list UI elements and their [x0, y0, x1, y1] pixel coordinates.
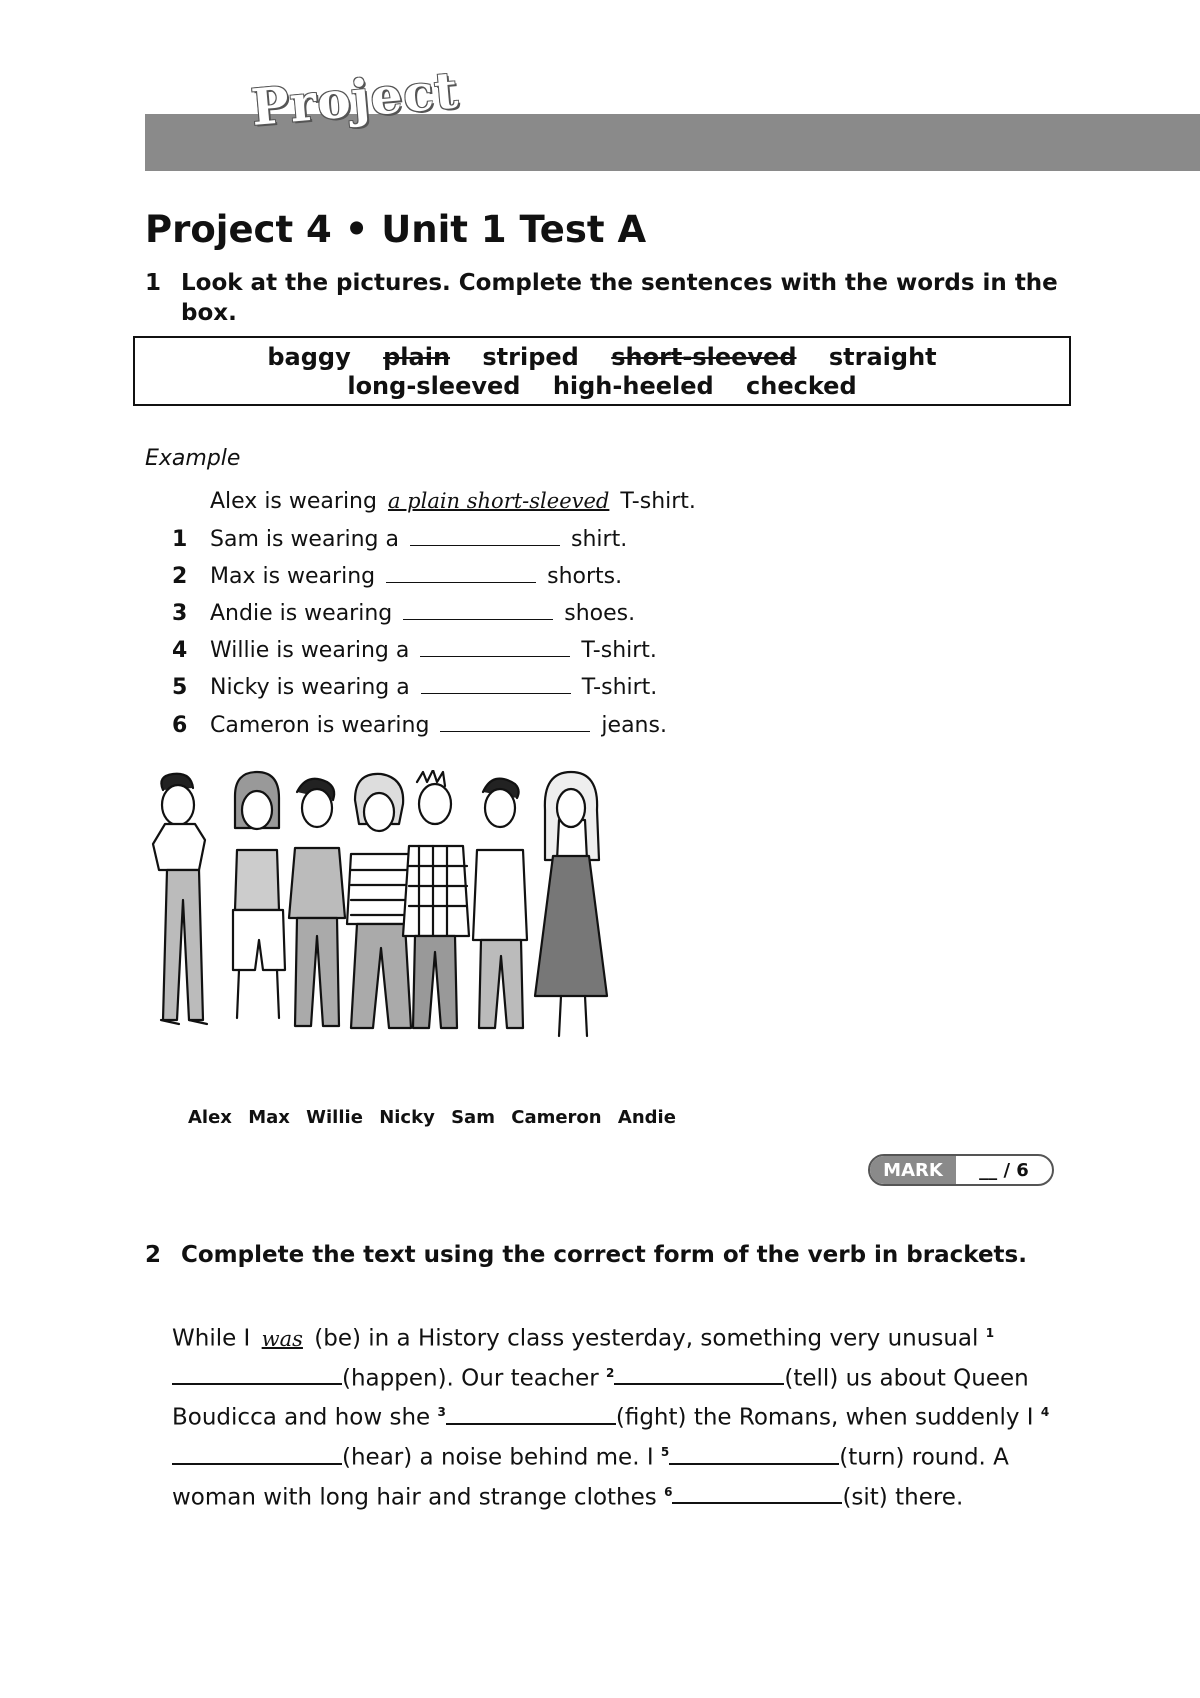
mark-badge: [868, 1154, 1054, 1186]
name-cameron: Cameron: [511, 1107, 602, 1128]
answer-blank[interactable]: [410, 525, 560, 546]
verb-hint: (fight): [615, 1404, 687, 1431]
verb-hint: (turn): [839, 1444, 905, 1471]
text-segment: us about Queen Boudicca and how she: [172, 1365, 1029, 1431]
gap-fill-text: [172, 1316, 1072, 1514]
sentence-3: [172, 599, 635, 629]
gap-number: 6: [664, 1484, 673, 1499]
sentence-5: [172, 673, 657, 703]
exercise-2-instruction: [145, 1240, 1061, 1270]
answer-blank[interactable]: [420, 636, 570, 657]
mark-score[interactable]: __ / 6: [979, 1159, 1029, 1181]
sentence-after: T-shirt.: [581, 675, 658, 700]
example-before: Alex is wearing: [210, 489, 377, 514]
sentence-after: shorts.: [547, 564, 623, 589]
sentence-after: jeans.: [601, 713, 667, 738]
verb-hint: (happen): [342, 1365, 447, 1392]
name-sam: Sam: [451, 1107, 495, 1128]
text-segment: round. A woman with long hair and strange clothes: [172, 1444, 1009, 1511]
answer-blank[interactable]: [386, 562, 536, 583]
sentence-6: [172, 711, 667, 741]
sentence-after: T-shirt.: [581, 638, 657, 663]
text-segment: the Romans, when suddenly I: [693, 1404, 1034, 1431]
gap-number: 5: [660, 1444, 670, 1459]
gap-number: 4: [1040, 1405, 1050, 1420]
name-alex: Alex: [188, 1107, 232, 1128]
example-answer: a plain short-sleeved: [387, 489, 610, 513]
gap-blank-1[interactable]: [172, 1363, 342, 1385]
verb-hint: (be): [314, 1325, 361, 1352]
figure-alex: [153, 774, 207, 1024]
verb-hint: (hear): [342, 1444, 413, 1471]
gap-number: 1: [985, 1326, 995, 1340]
text-segment: . Our teacher: [446, 1365, 599, 1392]
sentence-after: shoes.: [564, 601, 636, 626]
figure-nicky: [347, 774, 413, 1028]
gap-blank-4[interactable]: [172, 1443, 342, 1465]
sentence-number: 5: [172, 675, 188, 700]
sentence-2: [172, 562, 622, 592]
name-nicky: Nicky: [379, 1107, 435, 1128]
example-sentence: [172, 486, 696, 517]
verb-hint: (tell): [784, 1365, 839, 1392]
figure-willie: [289, 779, 345, 1026]
sentence-number: 3: [172, 601, 188, 626]
verb-hint: (sit): [842, 1484, 888, 1511]
name-max: Max: [248, 1107, 290, 1128]
mark-label: MARK: [870, 1156, 956, 1184]
example-label: Example: [145, 446, 241, 471]
figure-sam: [403, 770, 469, 1028]
gap-number: 2: [606, 1365, 615, 1380]
gap-blank-2[interactable]: [614, 1363, 784, 1385]
sentence-before: Cameron is wearing: [210, 713, 430, 738]
name-willie: Willie: [306, 1107, 363, 1128]
sentence-before: Nicky is wearing a: [210, 675, 410, 700]
sentence-1: [172, 525, 627, 555]
sentence-before: Max is wearing: [210, 564, 376, 589]
figure-andie: [535, 772, 607, 1036]
project-logo: Project: [248, 60, 461, 137]
answer-blank[interactable]: [440, 711, 590, 732]
word-short-sleeved: short-sleeved: [611, 343, 797, 371]
exercise-number: 1: [145, 270, 162, 296]
exercise-1-instruction: [145, 268, 1061, 328]
gap-blank-5[interactable]: [669, 1443, 839, 1465]
gap-number: 3: [437, 1405, 446, 1420]
figure-name-labels: [188, 1107, 686, 1128]
people-illustration: [145, 770, 665, 1125]
word-baggy: baggy: [267, 343, 351, 371]
word-box-line-1: [135, 343, 1069, 372]
sentence-4: [172, 636, 657, 666]
word-box: [133, 336, 1071, 406]
word-box-line-2: [135, 372, 1069, 401]
page-title: Project 4 • Unit 1 Test A: [145, 208, 647, 251]
word-high-heeled: high-heeled: [552, 372, 714, 400]
sentence-number: 6: [172, 713, 188, 738]
sentence-number: 1: [172, 527, 188, 552]
example-answer: was: [261, 1326, 303, 1351]
sentence-before: Sam is wearing a: [210, 527, 399, 552]
figure-cameron: [473, 779, 527, 1028]
answer-blank[interactable]: [403, 599, 553, 620]
gap-blank-3[interactable]: [446, 1403, 616, 1425]
sentence-number: 2: [172, 564, 188, 589]
word-checked: checked: [746, 372, 857, 400]
exercise-number: 2: [145, 1242, 162, 1268]
word-striped: striped: [482, 343, 579, 371]
word-plain: plain: [383, 343, 451, 371]
text-segment: in a History class yesterday, something very unusual: [368, 1325, 979, 1352]
figure-max: [233, 772, 285, 1018]
sentence-before: Andie is wearing: [210, 601, 393, 626]
sentence-before: Willie is wearing a: [210, 638, 410, 663]
word-long-sleeved: long-sleeved: [347, 372, 521, 400]
word-straight: straight: [828, 343, 937, 371]
sentence-number: 4: [172, 638, 188, 663]
text-segment: there.: [895, 1484, 964, 1511]
gap-blank-6[interactable]: [672, 1482, 842, 1504]
sentence-after: shirt.: [571, 527, 628, 552]
name-andie: Andie: [617, 1107, 676, 1128]
instruction-text: Look at the pictures. Complete the sentences with the words in the box.: [181, 270, 1058, 326]
text-segment: a noise behind me. I: [419, 1444, 654, 1471]
example-after: T-shirt.: [620, 489, 696, 514]
text-segment: While I: [172, 1325, 251, 1352]
answer-blank[interactable]: [421, 673, 571, 694]
instruction-text: Complete the text using the correct form of the verb in brackets.: [181, 1242, 1027, 1268]
